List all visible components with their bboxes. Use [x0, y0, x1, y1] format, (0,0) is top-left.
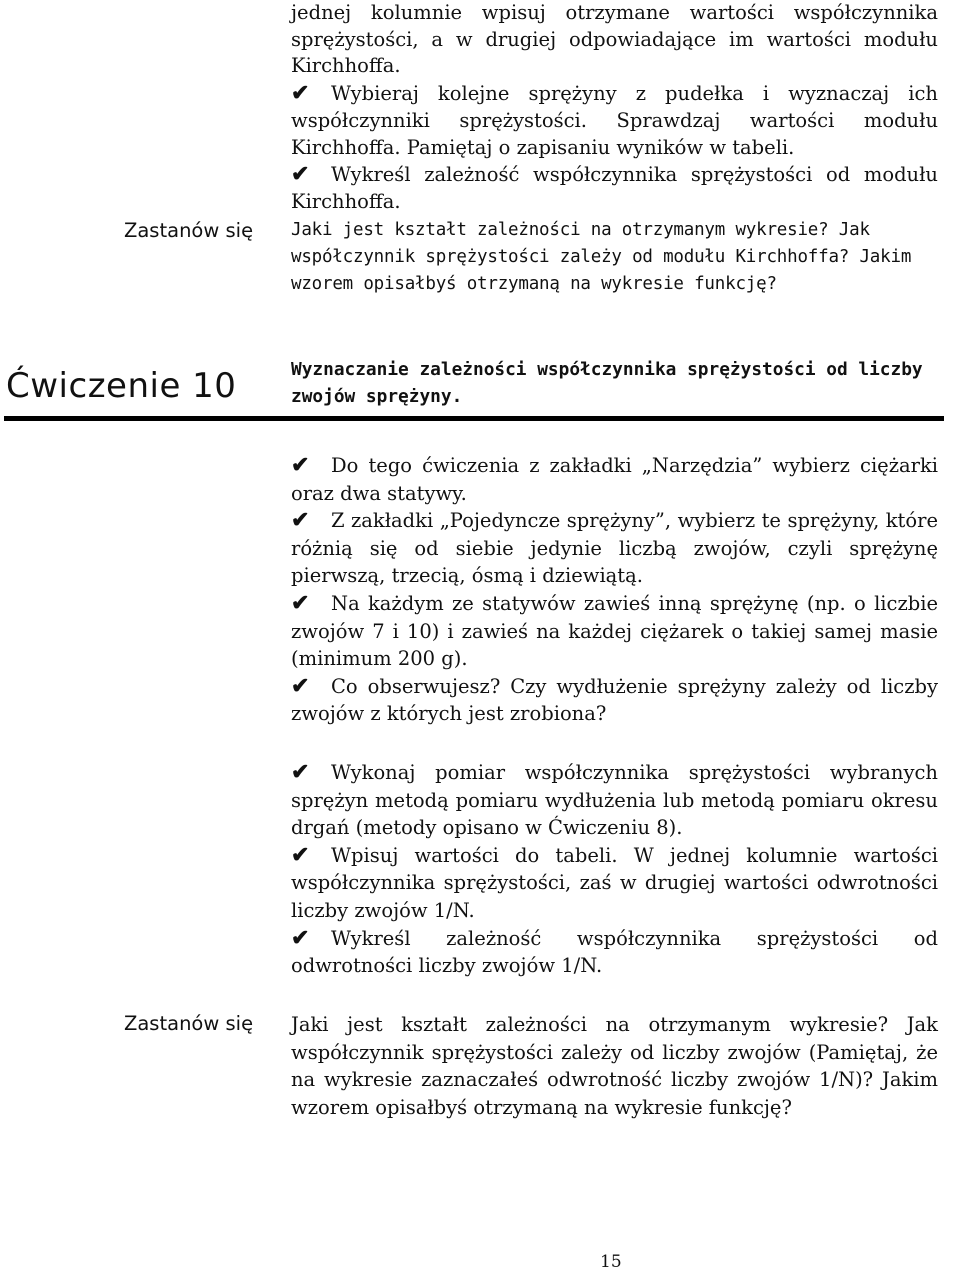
checkmark-icon: ✔: [291, 672, 310, 699]
exercise-number: Ćwiczenie 10: [6, 366, 237, 406]
steps-group-b: [291, 759, 938, 980]
think-label: Zastanów się: [124, 1012, 254, 1035]
step-text: Wykonaj pomiar współczynnika sprężystości wybranych sprężyn metodą pomiaru wydłużenia lub metodą pomiaru okresu drgań (metody opisano w Ćwiczeniu 8).: [291, 761, 938, 840]
think-label: Zastanów się: [124, 219, 254, 242]
exercise-title: Wyznaczanie zależności współczynnika sprężystości od liczby zwojów sprężyny.: [291, 359, 923, 407]
checkmark-icon: ✔: [291, 161, 310, 188]
intro-paragraph: jednej kolumnie wpisuj otrzymane wartości współczynnika sprężystości, a w drugiej odpowiadające im wartości modułu Kirchhoffa.: [291, 1, 938, 78]
step-text: Na każdym ze statywów zawieś inną sprężynę (np. o liczbie zwojów 7 i 10) i zawieś na każdej ciężarek o takiej samej masie (minimum 200 g).: [291, 591, 938, 671]
checkmark-icon: ✔: [291, 452, 310, 478]
checkmark-icon: ✔: [291, 924, 310, 951]
step-item: [291, 161, 938, 215]
step-item: [291, 507, 938, 590]
step-item: [291, 80, 938, 161]
step-item: [291, 759, 938, 842]
continuation-block: [291, 0, 938, 216]
step-text: Wykreśl zależność współczynnika sprężystości od odwrotności liczby zwojów 1/N.: [291, 926, 938, 978]
think-text: Jaki jest kształt zależności na otrzymanym wykresie? Jak współczynnik sprężystości zależy od modułu Kirchhoffa? Jakim wzorem opisałbyś otrzymaną na wykresie funkcję?: [291, 220, 912, 294]
step-text: Wykreśl zależność współczynnika sprężystości od modułu Kirchhoffa.: [291, 163, 938, 213]
checkmark-icon: ✔: [291, 507, 310, 534]
step-text: Co obserwujesz? Czy wydłużenie sprężyny zależy od liczby zwojów z których jest zrobiona?: [291, 674, 938, 726]
checkmark-icon: ✔: [291, 589, 310, 616]
heading-rule: [4, 416, 944, 421]
checkmark-icon: ✔: [291, 841, 310, 868]
step-item: [291, 673, 938, 728]
steps-group-a: [291, 452, 938, 728]
think-text: Jaki jest kształt zależności na otrzymanym wykresie? Jak współczynnik sprężystości zależy od liczby zwojów (Pamiętaj, że na wykresie zaznaczałeś odwrotność liczby zwojów 1/N)? Jakim wzorem opisałbyś otrzymaną na wykresie funkcję?: [291, 1013, 938, 1119]
step-item: [291, 925, 938, 980]
page-number: 15: [600, 1252, 622, 1272]
step-text: Z zakładki „Pojedyncze sprężyny”, wybierz te sprężyny, które różnią się od siebie jedynie liczbą zwojów, czyli sprężynę pierwszą, trzecią, ósmą i dziewiątą.: [291, 509, 938, 588]
checkmark-icon: ✔: [291, 759, 310, 785]
step-text: Wpisuj wartości do tabeli. W jednej kolumnie wartości współczynnika sprężystości, zaś w drugiej wartości odwrotności liczby zwojów 1/N.: [291, 843, 938, 922]
step-item: [291, 590, 938, 673]
step-item: [291, 452, 938, 507]
step-item: [291, 842, 938, 925]
step-text: Do tego ćwiczenia z zakładki „Narzędzia” wybierz ciężarki oraz dwa statywy.: [291, 454, 938, 505]
checkmark-icon: ✔: [291, 80, 310, 107]
step-text: Wybieraj kolejne sprężyny z pudełka i wyznaczaj ich współczynniki sprężystości. Sprawdzaj wartości modułu Kirchhoffa. Pamiętaj o zapisaniu wyników w tabeli.: [291, 82, 938, 159]
